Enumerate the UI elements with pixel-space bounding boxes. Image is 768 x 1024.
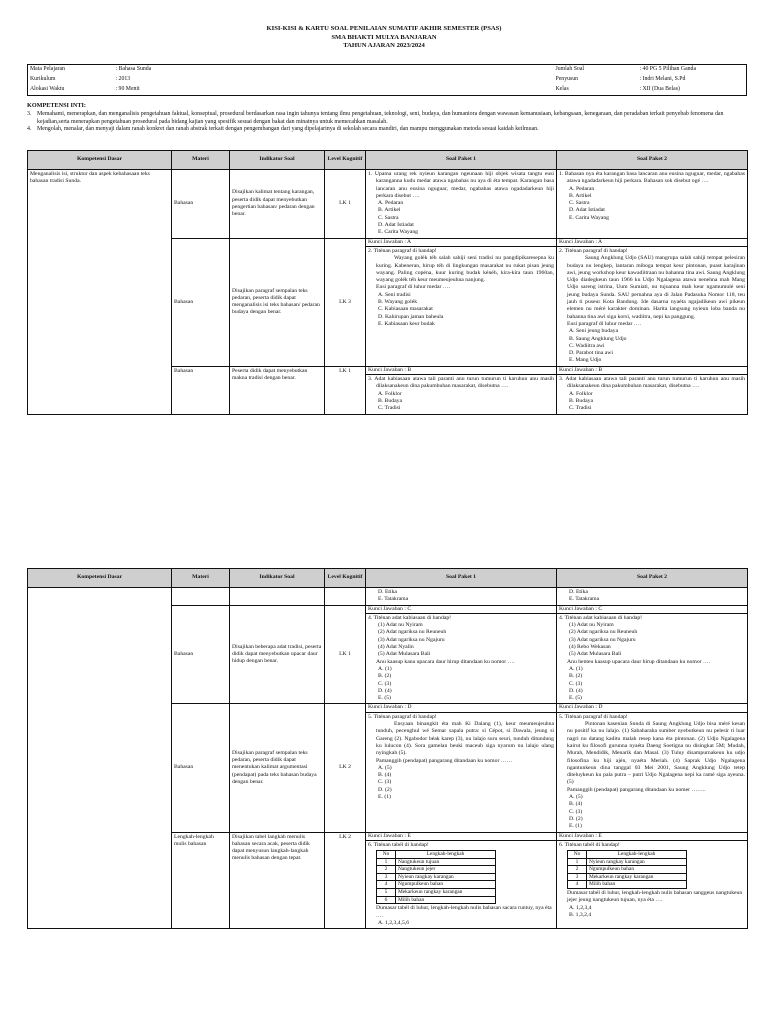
alokasi-value: : 90 Menit xyxy=(115,85,140,92)
option: C. Wadiitra awi xyxy=(569,342,605,349)
paket2-cell xyxy=(557,605,748,704)
option: C. (3) xyxy=(378,680,392,687)
col-indikator: Indikator Soal xyxy=(230,151,325,170)
question-ask: Dumasar tabél di luhur, lengkah-lengkah nulis bahasan sacara runtuy, nya éta …. xyxy=(376,905,552,919)
option: E. Carita Wayang xyxy=(569,214,610,221)
step-no: 4 xyxy=(568,881,587,889)
col-materi: Materi xyxy=(172,569,230,588)
grid-header-row xyxy=(28,569,748,588)
option: E. (1) xyxy=(569,823,582,830)
step-no: 1 xyxy=(377,858,396,866)
kd-cell xyxy=(28,588,172,929)
paket2-cell xyxy=(557,704,748,832)
kompetensi-title: KOMPETENSI INTI: xyxy=(27,102,86,109)
option: B. (4) xyxy=(569,801,583,808)
option: B. Budaya xyxy=(569,397,594,404)
step-label: Nyieun rangkay karangan xyxy=(396,873,496,881)
option: D. (2) xyxy=(569,815,583,822)
col-materi: Materi xyxy=(172,151,230,170)
option: D. (4) xyxy=(378,687,392,694)
option: B. Artikel xyxy=(569,192,592,199)
steps-head-no: No xyxy=(568,851,587,859)
step-no: 1 xyxy=(568,858,587,866)
step-label: Ngumpulkeun bahan xyxy=(396,881,496,889)
option: D. (2) xyxy=(378,786,392,793)
mapel-label: Mata Pelajaran xyxy=(30,66,65,72)
question-grid-page-2 xyxy=(27,568,748,929)
materi-cell xyxy=(172,588,230,606)
header-school: SMA BHAKTI MULYA BANJARAN xyxy=(331,33,437,41)
header-year: TAHUN AJARAN 2023/2024 xyxy=(343,42,425,50)
option: B. Artikel xyxy=(378,207,401,214)
col-paket2: Soal Paket 2 xyxy=(557,151,748,170)
mapel-value: : Bahasa Sunda xyxy=(115,66,152,72)
step-label: Milih bahan xyxy=(396,896,496,904)
paket1-cell xyxy=(366,832,557,929)
option: C. Sastra xyxy=(378,214,399,221)
indikator-cell: Disajikan beberapa adat tradisi, peserta didik dapat menyebutkan upacar daur hidup dengan benar. xyxy=(230,605,325,704)
answer-key: Kunci Jawaban : E xyxy=(366,833,556,841)
passage: Ensyaan binangkit éta mah Ki Dalang (1), keur meumeujeuhna tunduh, pecenghul wé Semar sapala putra: si Cépot, si Dawala, jeung si Gareng (2). Ngabodor béak karep (3), nu lalajo suru seuri, tunduh ditundung ku lulucon (4). Sora gamelan beuki maceuh siga nyarum nu lalajo ulang nyingkah (5). xyxy=(376,721,554,757)
question-ask: Dumasar tabél di luhur, lengkah-lengkah nulis bahasan sanggeus nangtukeun jejer jeung nangtukeun tujuan, nya éta …. xyxy=(567,890,743,904)
option: C. (3) xyxy=(378,779,392,786)
option: A. (5) xyxy=(378,764,392,771)
option: A. (1) xyxy=(569,665,583,672)
col-indikator: Indikator Soal xyxy=(230,569,325,588)
option: D. Etika xyxy=(378,589,397,595)
indikator-cell xyxy=(230,588,325,606)
col-level: Level Kognitif xyxy=(325,151,366,170)
level-cell: LK 3 xyxy=(325,238,366,366)
step-no: 2 xyxy=(568,866,587,874)
level-cell: LK 2 xyxy=(325,704,366,832)
step-no: 5 xyxy=(377,889,396,897)
materi-cell: Bahasan xyxy=(172,238,230,366)
question-text: 1. Upama urang rek nyieun karangan ngeunaan hiji objek wisata tangtu eusi karanganna kudu medar atawa ngabahas nu aya di éta tempat. Karangan basa lancaran anu eusina nguguar, medar, ngabahas atawa ngadadarkeun hiji perkara disebut …. xyxy=(368,171,554,199)
option: D. Adat Istiadat xyxy=(569,207,605,214)
question-text: 2. Titénan paragraf di handap! xyxy=(368,247,437,254)
materi-cell: Bahasan xyxy=(172,170,230,239)
table-row xyxy=(28,170,748,239)
kompetensi-text: Mengolah, menalar, dan menyaji dalam ranah konkret dan ranah abstrak terkait dengan pengembangan dari yang dipelajarinya di sekolah secara mandiri, dan mampu menggunakan metoda sesuai kaidah keilmuan. xyxy=(37,126,539,133)
kurikulum-label: Kurikulum xyxy=(30,76,56,83)
question-ask: Eusi paragraf di luhur medar …. xyxy=(376,284,450,291)
kelas-value: : XII (Dua Belas) xyxy=(639,85,680,92)
paket1-cell xyxy=(366,170,557,239)
col-paket1: Soal Paket 1 xyxy=(366,151,557,170)
level-cell: LK 1 xyxy=(325,605,366,704)
answer-key: Kunci Jawaban : C xyxy=(366,606,556,614)
list-item: (5) Adat Mulasara Bali xyxy=(378,651,431,658)
passage: Wayang golék téh salah sahiji seni tradisi nu pangdipikaresepna ku kuring. Kabeneran, hirup téh di lingkungan masarakat nu rukat pisan jeung wayang. Paling copéna, kuur kuring budak kénéh, kira-kira taun 1960an, wayang golék téh keur meumeujeuhna nanjung. xyxy=(376,255,554,284)
option: A. Seni tradisi xyxy=(378,291,411,298)
option: C. Sastra xyxy=(569,200,590,207)
materi-cell: Bahasan xyxy=(172,366,230,414)
step-label: Mekarkeun rangkay karangan xyxy=(587,873,687,881)
step-no: 4 xyxy=(377,881,396,889)
list-item: (1) Adat nu Nyiram xyxy=(569,622,614,629)
option: A. 1,2,3,4,5,6 xyxy=(378,919,410,926)
question-ask: Pamanggih (pendapat) pangarang ditandaan ku nomer …….. xyxy=(567,786,706,793)
kompetensi-inti xyxy=(27,102,747,134)
step-label: Milih bahan xyxy=(587,881,687,889)
option: A. (1) xyxy=(378,665,392,672)
paket2-cell xyxy=(557,170,748,239)
identity-box xyxy=(27,64,747,96)
option: A. Pedaran xyxy=(569,185,595,192)
jumlah-value: : 40 PG 5 Pilihan Ganda xyxy=(639,66,697,72)
kelas-label: Kelas xyxy=(555,85,569,92)
kompetensi-item xyxy=(27,111,747,126)
answer-key: Kunci Jawaban : A xyxy=(557,239,747,247)
question-grid-page-1 xyxy=(27,150,748,415)
col-paket2: Soal Paket 2 xyxy=(557,569,748,588)
question-ask: Anu henteu kaasup upacara daur hirup ditandaan ku nomor …. xyxy=(567,658,711,665)
list-item: (2) Adat ngariksa nu Reuneuh xyxy=(378,629,447,636)
materi-cell: Bahasan xyxy=(172,704,230,832)
level-cell xyxy=(325,588,366,606)
passage: Pintonan kasenian Sunda di Saung Angklung Udjo bisa méré kesan nu positif ka nu lalajo. (1) Sabaharaha sumber nyebutkeun nu pelesir ti luar nagri nu datang kaditu malah resep kana éta pintonan. (2) Udjo Ngalagena kairut ku filosofi gurunna nyaéta Daeng Soetigna nu disingkat 5M; Mudah, Murah, Mendidik, Menarik dan Masal. (3) Tuluy disampurnakeun ku udjo filosofina ku hiji ajén, nyaéta Meriah. (4) Saprak Udjo Ngalagena ngantunkeun dina tanggal 03 Mei 2001, Saung Angklung Udjo tetep diteluykeun ku pala putra – putri Udjo Ngalagena nepi ka ramé siga ayeuna. (5) xyxy=(567,721,745,786)
kompetensi-num: 4. xyxy=(27,126,32,133)
list-item: (4) Rebo Wekasan xyxy=(569,644,611,651)
option: E. (5) xyxy=(569,695,582,702)
answer-key: Kunci Jawaban : D xyxy=(366,704,556,712)
col-kd: Kompetensi Dasar xyxy=(28,151,172,170)
indikator-cell: Disajikan paragraf sempalan teks pedaran, peserta didik dapat menganalisis isi teks bahasan/ pedaran budaya dengan benar. xyxy=(230,238,325,366)
answer-key: Kunci Jawaban : C xyxy=(557,606,747,614)
steps-head-no: No xyxy=(377,851,396,859)
document-page-2 xyxy=(0,548,768,1024)
list-item: (3) Adat ngariksa nu Ngajuru xyxy=(378,636,445,643)
option: B. (4) xyxy=(378,772,392,779)
penyusun-label: Penyusun xyxy=(555,76,579,83)
question-ask: Eusi paragraf di luhur medar …. xyxy=(567,320,641,327)
option: A. Pedaran xyxy=(378,200,404,207)
level-cell: LK 1 xyxy=(325,366,366,414)
steps-head-label: Lengkah-lengkah xyxy=(396,851,496,859)
list-item: (2) Adat ngariksa nu Reuneuh xyxy=(569,629,638,636)
option: D. (4) xyxy=(569,687,583,694)
indikator-cell: Disajikan paragraf sempalan teks pedaran, peserta didik dapat menentukan kalimat argumentasi (pendapat) pada teks bahasan budaya dengan benar. xyxy=(230,704,325,832)
level-cell: LK 2 xyxy=(325,832,366,929)
step-no: 3 xyxy=(377,873,396,881)
question-text: 2. Titénan paragraf di handap! xyxy=(559,247,628,254)
option: C. (3) xyxy=(569,808,583,815)
question-ask: Anu kaasup kana upacara daur hirup ditandaan ku nomor …. xyxy=(376,658,515,665)
kd-cell: Menganalisis isi, struktur dan aspek kebahasaan teks bahasan tradisi Sunda. xyxy=(28,170,172,415)
step-label: Ngumpulkeun bahan xyxy=(587,866,687,874)
kompetensi-num: 3. xyxy=(27,111,32,118)
grid-header-row xyxy=(28,151,748,170)
step-label: Mekarkeun rangkay karangan xyxy=(396,889,496,897)
list-item: (3) Adat ngariksa nu Ngajuru xyxy=(569,636,636,643)
question-text: 1. Bahasan nya éta karangan basa lancaran anu eusina nguguar, medar, ngabahas atawa ngadadarkeun hiji perkara. Bahasan sok disebut ogé …. xyxy=(559,171,745,185)
document-header xyxy=(0,0,768,51)
list-item: (5) Adat Mulasara Bali xyxy=(569,651,622,658)
option: B. Wayang golék xyxy=(378,299,418,306)
paket2-cell xyxy=(557,366,748,414)
answer-key: Kunci Jawaban : D xyxy=(557,704,747,712)
step-label: Nyieun rangkay karangan xyxy=(587,858,687,866)
question-text: 5. Titénan paragraf di handap! xyxy=(368,713,437,720)
option: C. Tradisi xyxy=(569,405,592,412)
passage: Saung Angklung Udjo (SAU) mangrupa salah sahiji tempat pelesiran budaya nu lengkep, lantaran miboga tempat keur pintonan, puast karajinan awi, jeung workshop keur kawadiitraan nu bahanna tina awi. Saung Angklung Udjo diadegkeun taun 1966 ku Udjo Ngalagena atawa nenehna mah Mang Udjo sareng istrina, Uum Sumiati, nu tujuanna mah keur ngamumulé seni jeung budaya Sunda. SAU pernahna aya di Jalan Padasuka Nomor 118, teu jauh ti puseur Kota Bandung. Ide dasarna nyaéta ngajadikeun awi pikeun elemen nu méré karakter dominan. Harita langsung nyieun loba banda nu bahanna tina awi siga korsi, wadiitra, nepi ka panggung. xyxy=(567,255,745,320)
materi-cell: Bahasan xyxy=(172,605,230,704)
kompetensi-text: Memahami, menerapkan, dan menganalisis pengetahuan faktual, konseptual, prosedural berdasarkan rasa ingin tahunya tentang ilmu pengetahuan, teknologi, seni, budaya, dan humaniora dengan wawasan kemanusiaan, kebangsaan, kenegaraan, dan peradaban terkait penyebab fenomena dan kejadian,serta menerapkan pengetahuan prosedural pada bidang kajian yang spesifik sesuai dengan bakat dan minatnya untuk memecahkan masalah. xyxy=(37,111,724,125)
steps-head-label: Lengkah-lengkah xyxy=(587,851,687,859)
option: D. Kahirupan jaman baheula xyxy=(378,313,444,320)
option: C. Kabiasaan masarakat xyxy=(378,306,433,313)
paket2-cell xyxy=(557,238,748,366)
question-text: 6. Titénan tabél di handap! xyxy=(559,841,620,848)
kompetensi-item xyxy=(27,126,747,133)
option: B. (2) xyxy=(378,673,392,680)
paket1-cell xyxy=(366,588,557,606)
question-ask: Pamanggih (pendapat) pangarang ditandaan ku nomor …… xyxy=(376,757,513,764)
option: C. Tradisi xyxy=(378,405,401,412)
indikator-cell: Disajikan kalimat tentang karangan, peserta didik dapat menyebutkan pengertian bahasan/ pedaran dengan benar. xyxy=(230,170,325,239)
header-title: KISI-KISI & KARTU SOAL PENILAIAN SUMATIF AKHIR SEMESTER (PSAS) xyxy=(266,25,502,32)
option: B. 1,3,2,4 xyxy=(569,911,592,918)
paket1-cell xyxy=(366,238,557,366)
option: E. (1) xyxy=(378,794,391,801)
jumlah-label: Jumlah Soal xyxy=(555,66,585,72)
step-no: 3 xyxy=(568,873,587,881)
option: A. Seni jeung budaya xyxy=(569,328,618,335)
option: E. Mang Udjo xyxy=(569,357,602,364)
option: B. Saung Angklung Udjo xyxy=(569,335,627,342)
option: A. (5) xyxy=(569,794,583,801)
option: D. Adat Istiadat xyxy=(378,222,414,229)
indikator-cell: Peserta didik dapat menyebutkan makna tradisi dengan benar. xyxy=(230,366,325,414)
option: E. (5) xyxy=(378,695,391,702)
steps-table xyxy=(567,850,687,889)
materi-cell: Lengkah-lengkah mulis bahasan xyxy=(172,832,230,929)
table-row xyxy=(28,588,748,606)
option: B. (2) xyxy=(569,673,583,680)
option: C. (3) xyxy=(569,680,583,687)
option: D. Parabot tina awi xyxy=(569,350,613,357)
paket1-cell xyxy=(366,704,557,832)
step-label: Nangtukeun tujuan xyxy=(396,858,496,866)
option: D. Etika xyxy=(569,589,588,595)
list-item: (1) Adat nu Nyiram xyxy=(378,622,423,629)
answer-key: Kunci Jawaban : B xyxy=(557,367,747,375)
option: A. Folklor xyxy=(378,390,402,397)
option: E. Tatakrama xyxy=(378,596,409,603)
kurikulum-value: : 2013 xyxy=(115,76,131,83)
answer-key: Kunci Jawaban : B xyxy=(366,367,556,375)
step-label: Nangtukeun jejer xyxy=(396,866,496,874)
paket1-cell xyxy=(366,366,557,414)
step-no: 2 xyxy=(377,866,396,874)
col-paket1: Soal Paket 1 xyxy=(366,569,557,588)
penyusun-value: : Indri Melani, S.Pd xyxy=(639,76,686,83)
question-text: 5. Titénan paragraf di handap! xyxy=(559,713,628,720)
paket1-cell xyxy=(366,605,557,704)
option: B. Budaya xyxy=(378,397,403,404)
option: E. Kabiasaan keur budak xyxy=(378,320,435,327)
level-cell: LK 1 xyxy=(325,170,366,239)
answer-key: Kunci Jawaban : A xyxy=(366,239,556,247)
col-kd: Kompetensi Dasar xyxy=(28,569,172,588)
answer-key: Kunci Jawaban : E xyxy=(557,833,747,841)
col-level: Level Kognitif xyxy=(325,569,366,588)
paket2-cell xyxy=(557,832,748,929)
steps-table xyxy=(376,850,496,904)
question-text: 3. Adat kabiasaan atawa tali paranti anu turun tumurun ti karuhun anu masih dilaksanakeun dina pakumbuhan masarakat, disebutna …. xyxy=(559,376,745,390)
list-item: (4) Adat Nyalin xyxy=(378,644,414,651)
question-text: 4. Titénan adat kabiasaan di handap! xyxy=(368,614,452,621)
option: A. 1,2,3,4 xyxy=(569,904,592,911)
step-no: 6 xyxy=(377,896,396,904)
paket2-cell xyxy=(557,588,748,606)
alokasi-label: Alokasi Waktu xyxy=(30,85,65,92)
option: A. Folklor xyxy=(569,390,593,397)
question-text: 6. Titénan tabél di handap! xyxy=(368,841,429,848)
option: E. Tatakrama xyxy=(569,596,600,603)
indikator-cell: Disajikan tabel langkah menulis bahasan secara acak, peserta didik dapat menyusun langkah-langkah menulis bahasan dengan tepat. xyxy=(230,832,325,929)
question-text: 3. Adat kabiasaan atawa tali paranti anu turun tumurun ti karuhun anu masih dilaksanakeun dina pakumbuhan masarakat, disebutna …. xyxy=(368,376,554,390)
question-text: 4. Titénan adat kabiasaan di handap! xyxy=(559,614,643,621)
option: E. Carita Wayang xyxy=(378,229,419,236)
